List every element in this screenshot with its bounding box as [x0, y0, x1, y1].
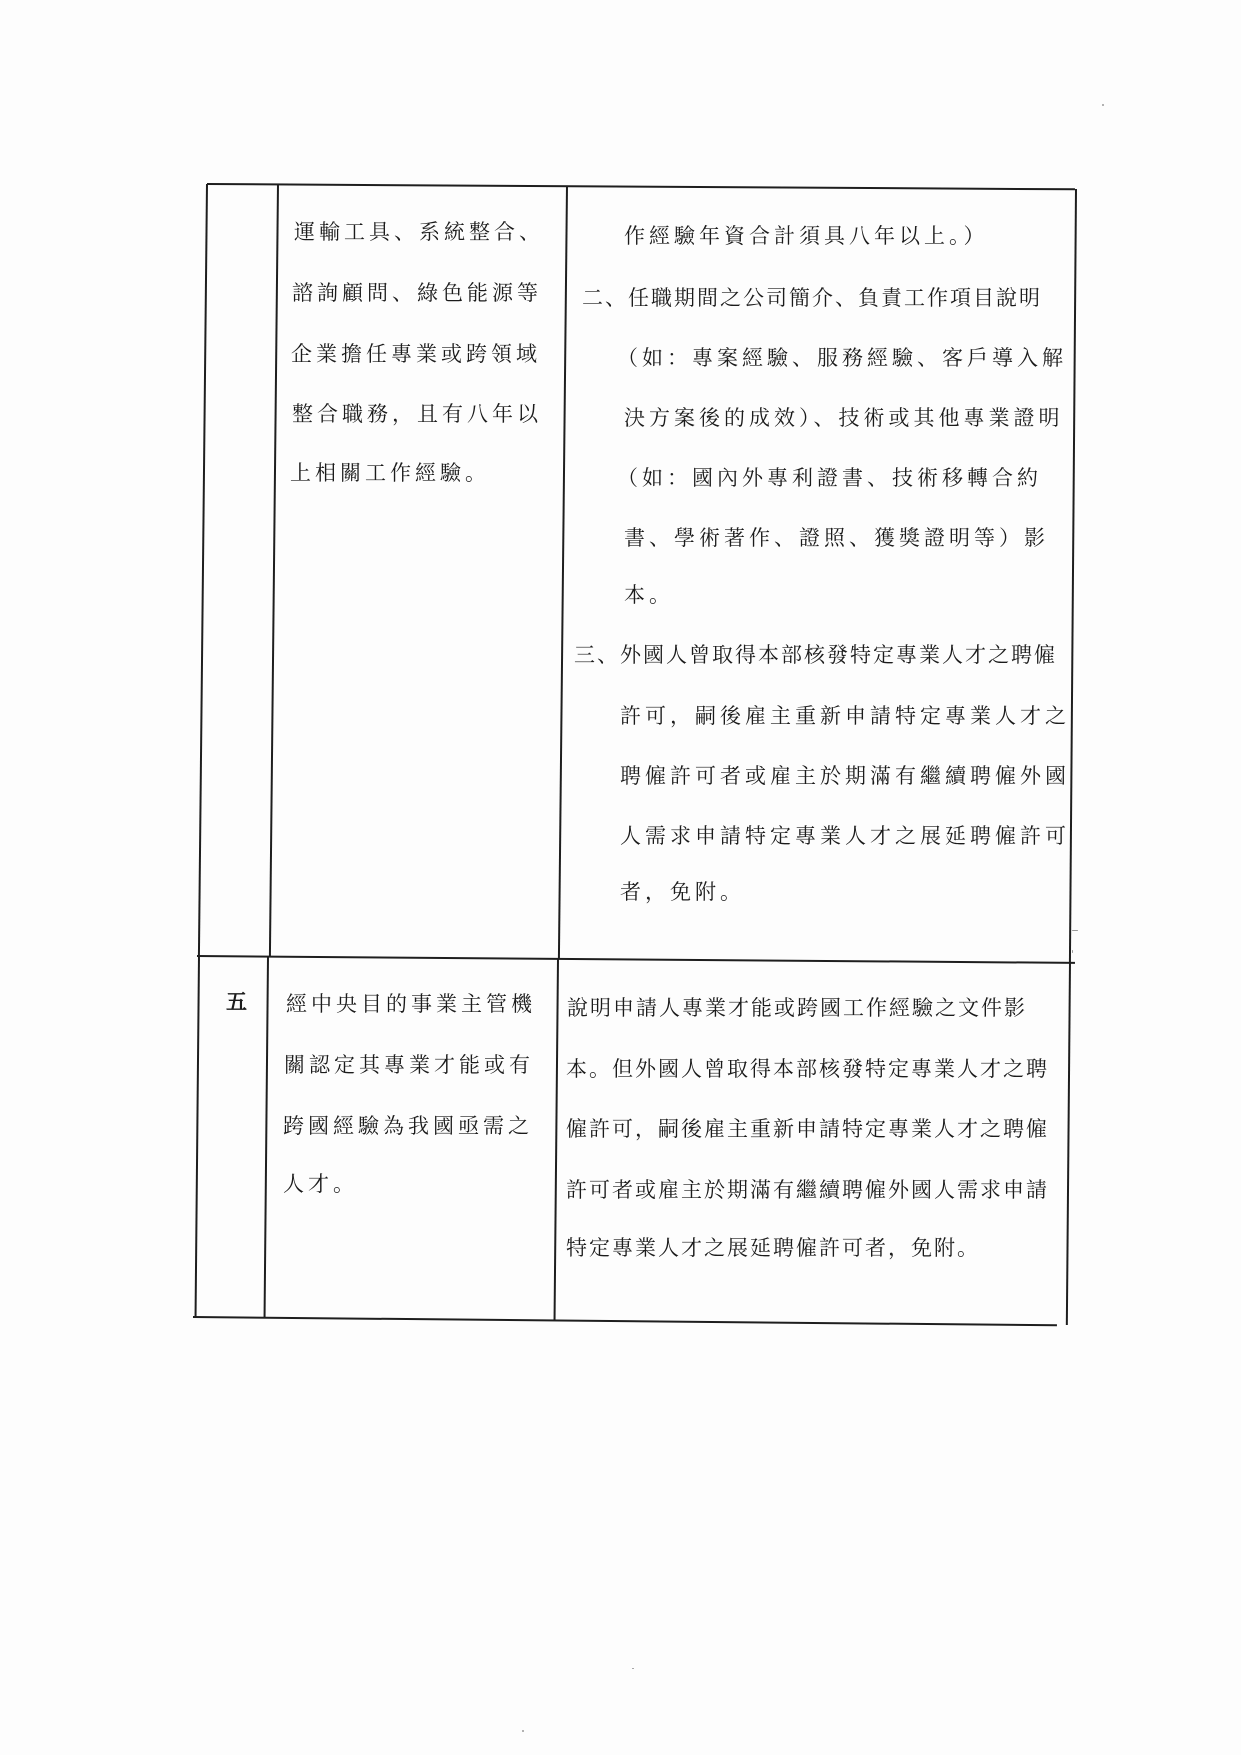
documents-line: 人需求申請特定專業人才之展延聘僱許可 [620, 824, 1070, 848]
documents-line: 聘僱許可者或雇主於期滿有繼續聘僱外國 [620, 764, 1070, 788]
documents-line: 本。 [624, 583, 674, 607]
scan-speck [1072, 930, 1078, 931]
table-row-divider [197, 955, 1075, 964]
criteria-line: 跨國經驗為我國亟需之 [283, 1114, 533, 1138]
scan-speck [632, 1668, 634, 1669]
documents-line: 許可，嗣後雇主重新申請特定專業人才之 [620, 704, 1070, 728]
documents-line: 許可者或雇主於期滿有繼續聘僱外國人需求申請 [566, 1178, 1049, 1202]
table-column-divider-2-lower [554, 959, 559, 1321]
documents-line: 二、任職期間之公司簡介、負責工作項目說明 [582, 286, 1042, 310]
table-left-border-lower [195, 956, 200, 1317]
scan-speck [522, 1730, 524, 1732]
table-right-border [1069, 189, 1077, 962]
documents-line: 本。但外國人曾取得本部核發特定專業人才之聘 [566, 1057, 1049, 1081]
criteria-line: 人才。 [283, 1172, 358, 1196]
documents-line: 說明申請人專業才能或跨國工作經驗之文件影 [567, 996, 1027, 1020]
documents-line: 特定專業人才之展延聘僱許可者，免附。 [566, 1236, 980, 1260]
scan-speck [1102, 104, 1104, 106]
documents-line: （如：國內外專利證書、技術移轉合約 [617, 466, 1042, 490]
criteria-line: 經中央目的事業主管機 [286, 992, 536, 1016]
documents-line: （如：專案經驗、服務經驗、客戶導入解 [617, 346, 1067, 370]
criteria-line: 關認定其專業才能或有 [284, 1053, 534, 1077]
documents-line: 者，免附。 [620, 880, 745, 904]
table-bottom-border [193, 1316, 1057, 1326]
table-right-border-lower [1066, 962, 1071, 1325]
documents-line: 三、外國人曾取得本部核發特定專業人才之聘僱 [574, 643, 1057, 667]
documents-line: 書、學術著作、證照、獲獎證明等）影 [624, 526, 1049, 550]
table-column-divider-2 [558, 186, 568, 959]
table-top-border [207, 183, 1075, 190]
criteria-line: 上相關工作經驗。 [290, 461, 490, 485]
criteria-line: 企業擔任專業或跨領域 [291, 342, 541, 366]
documents-line: 作經驗年資合計須具八年以上。） [624, 224, 989, 248]
table-left-border [198, 184, 208, 956]
documents-line: 決方案後的成效）、技術或其他專業證明 [624, 406, 1064, 430]
criteria-line: 整合職務，且有八年以 [292, 402, 542, 426]
scan-speck [1072, 950, 1073, 953]
table-column-divider-1-lower [264, 957, 269, 1318]
documents-line: 僱許可，嗣後雇主重新申請特定專業人才之聘僱 [566, 1117, 1049, 1141]
row-number: 五 [226, 989, 247, 1014]
table-column-divider-1 [269, 184, 279, 957]
criteria-line: 諮詢顧問、綠色能源等 [292, 281, 542, 305]
criteria-line: 運輸工具、系統整合、 [294, 220, 544, 244]
